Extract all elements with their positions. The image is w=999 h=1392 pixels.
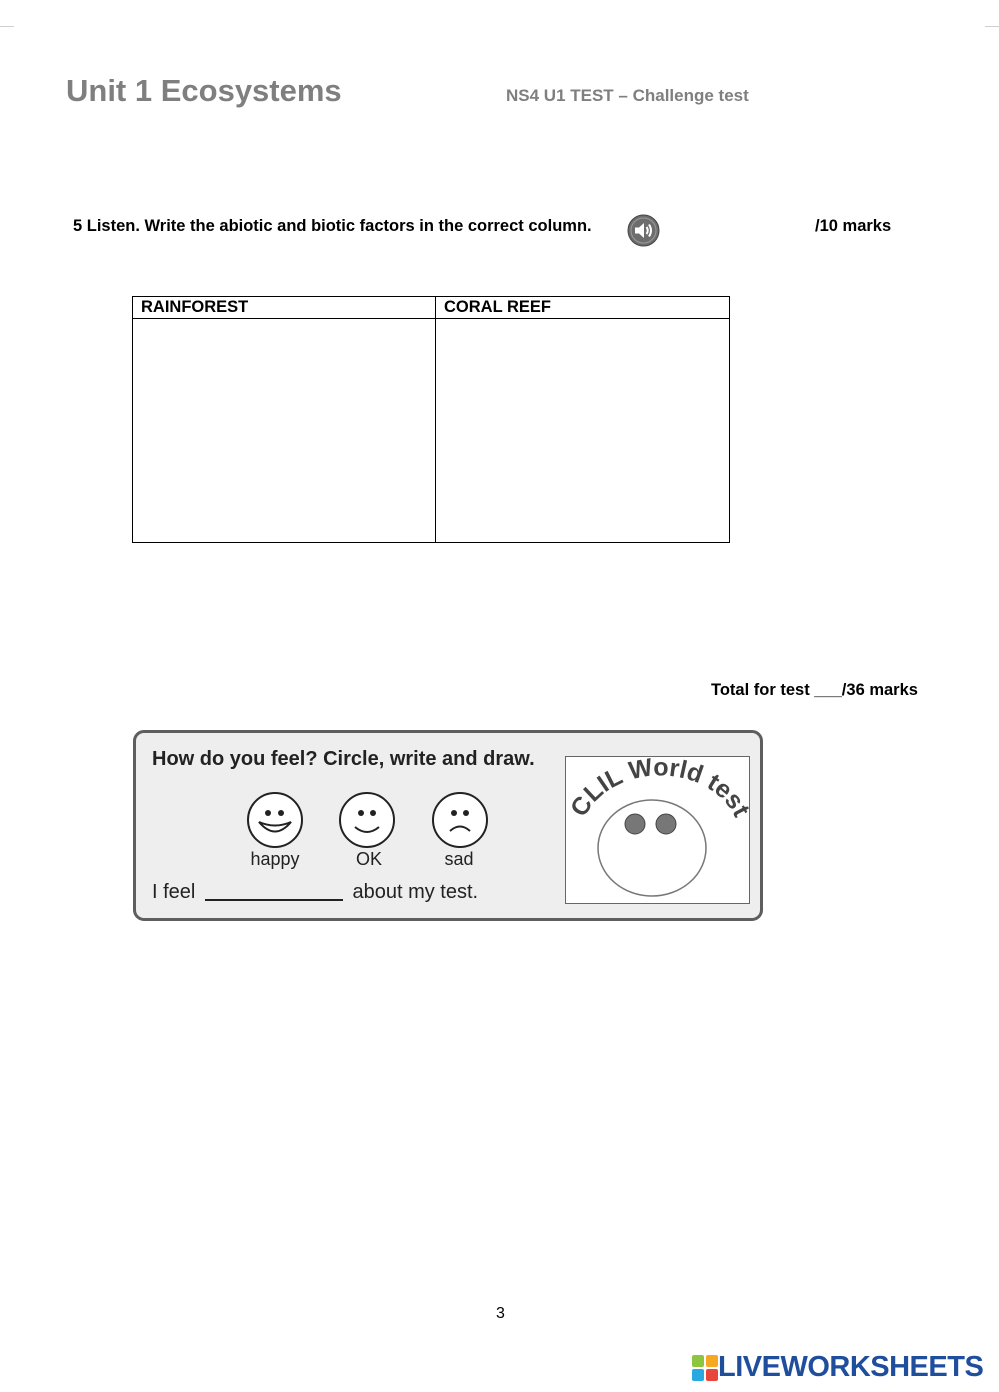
feel-sentence [152, 881, 478, 904]
feelings-box [133, 730, 763, 921]
brand-name: LIVEWORKSHEETS [718, 1351, 984, 1383]
happy-face-icon[interactable] [246, 791, 304, 849]
clil-stamp-graphic [566, 757, 749, 903]
coral-reef-cell [436, 319, 730, 543]
rainforest-answer-input[interactable] [133, 319, 435, 537]
rainforest-cell [133, 319, 436, 543]
face-label-sad: sad [444, 849, 474, 869]
question-instruction: 5 Listen. Write the abiotic and biotic factors in the correct column. [73, 217, 592, 235]
column-header-rainforest: RAINFOREST [133, 297, 436, 319]
sad-face-icon[interactable] [431, 791, 489, 849]
clil-stamp [565, 756, 750, 904]
crop-mark-left [0, 26, 14, 27]
column-header-coral-reef: CORAL REEF [436, 297, 730, 319]
factors-table [132, 296, 730, 543]
liveworksheets-logo [692, 1351, 983, 1384]
svg-text:CLIL World test [566, 757, 749, 822]
coral-reef-answer-input[interactable] [436, 319, 729, 537]
ok-face-icon[interactable] [338, 791, 396, 849]
feelings-question: How do you feel? Circle, write and draw. [152, 748, 535, 770]
feel-sentence-end: about my test. [352, 881, 479, 903]
question-marks: /10 marks [815, 217, 892, 235]
liveworksheets-logo-icon [692, 1355, 718, 1381]
feel-sentence-start: I feel [152, 881, 196, 903]
stamp-text: CLIL World tes [566, 757, 749, 822]
test-total: Total for test ___/36 marks [711, 681, 918, 699]
unit-title: Unit 1 Ecosystems [66, 73, 342, 108]
face-label-ok: OK [355, 849, 382, 869]
feel-blank[interactable] [205, 899, 343, 901]
crop-mark-right [985, 26, 999, 27]
speaker-icon[interactable] [627, 214, 660, 247]
page-number: 3 [496, 1305, 505, 1322]
test-title: NS4 U1 TEST – Challenge test [506, 86, 749, 105]
face-label-happy: happy [250, 849, 300, 869]
